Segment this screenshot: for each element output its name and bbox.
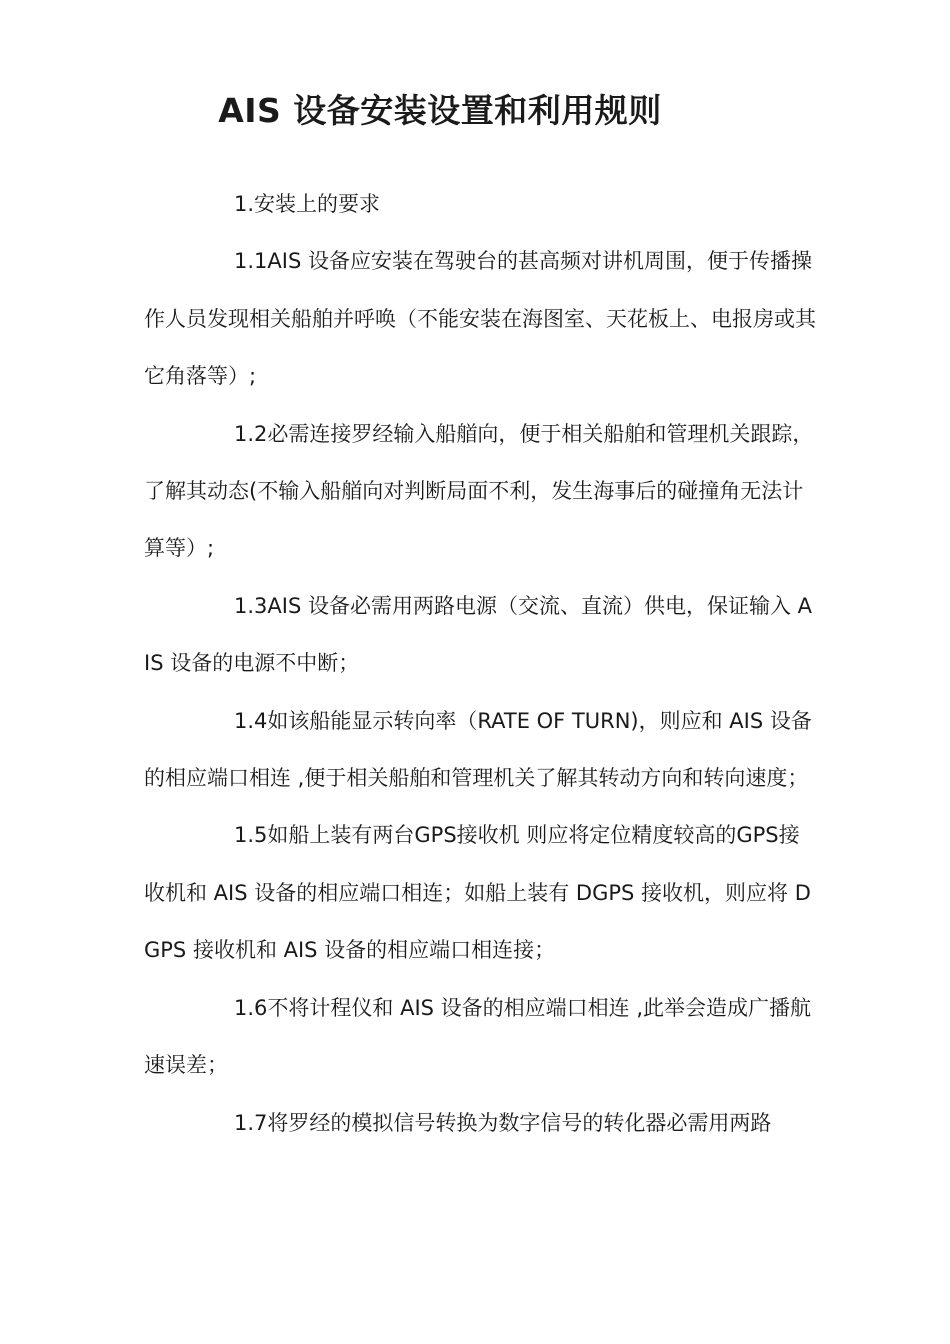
section-text: 将罗经的模拟信号转换为数字信号的转化器必需用两路 — [267, 1110, 772, 1135]
section-number: 1.7 — [234, 1110, 268, 1135]
section-text: 必需连接罗经输入船艏向，便于相关船舶和管理机关跟踪，了解其动态(不输入船艏向对判断局面不利，发生海事后的碰撞角无法计算等）; — [144, 421, 814, 561]
section-text: 如船上装有两台GPS接收机 则应将定位精度较高的GPS接收机和 AIS 设备的相应端口相连；如船上装有 DGPS 接收机，则应将 DGPS 接收机和 AIS 设备的相应端口相连接； — [144, 823, 811, 963]
section-number: 1.2 — [234, 421, 268, 446]
document-body — [144, 176, 816, 1152]
section-text: AIS 设备应安装在驾驶台的甚高频对讲机周围，便于传播操作人员发现相关船舶并呼唤（不能安装在海图室、天花板上、电报房或其它角落等）; — [144, 249, 816, 389]
section-text: 不将计程仪和 AIS 设备的相应端口相连 ,此举会造成广播航速误差； — [144, 995, 811, 1078]
section-1-2 — [144, 406, 816, 578]
section-text: 如该船能显示转向率（RATE OF TURN)，则应和 AIS 设备的相应端口相连 ,便于相关船舶和管理机关了解其转动方向和转向速度； — [144, 708, 812, 791]
section-number: 1.5 — [234, 823, 268, 848]
section-number: 1.6 — [234, 995, 268, 1020]
section-text: 安装上的要求 — [254, 192, 381, 216]
section-1-6 — [144, 980, 816, 1095]
section-1-1 — [144, 233, 816, 405]
document-title: AIS 设备安装设置和利用规则 — [218, 91, 662, 130]
section-text: AIS 设备必需用两路电源（交流、直流）供电，保证输入 AIS 设备的电源不中断； — [144, 593, 813, 676]
section-number: 1. — [234, 192, 255, 216]
section-1-7 — [144, 1095, 816, 1152]
section-number: 1.4 — [234, 708, 268, 733]
section-1 — [144, 176, 816, 233]
section-1-3 — [144, 578, 816, 693]
section-1-5 — [144, 807, 816, 979]
section-number: 1.3 — [234, 593, 268, 618]
section-number: 1.1 — [234, 249, 268, 274]
section-1-4 — [144, 693, 816, 808]
